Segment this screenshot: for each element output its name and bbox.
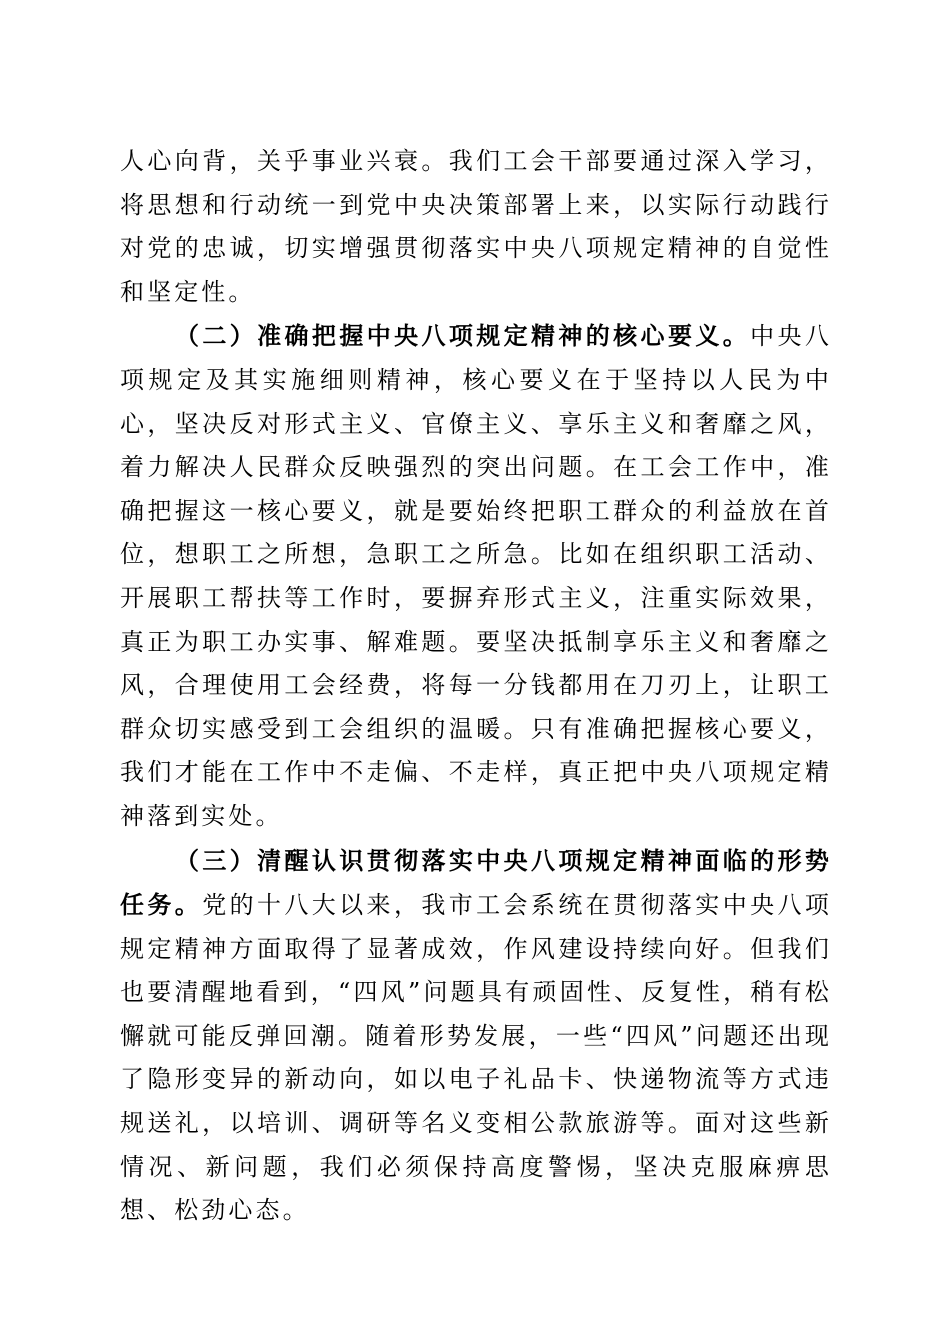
section-heading: （三）清醒认识贯彻落实中央八项规定精神面临的形势任务。	[120, 845, 832, 920]
paragraph-text: 党的十八大以来，我市工会系统在贯彻落实中央八项规定精神方面取得了显著成效，作风建设持续向好。但我们也要清醒地看到，“四风”问题具有顽固性、反复性，稍有松懈就可能反弹回潮。随着形势发展，一些“四风”问题还出现了隐形变异的新动向，如以电子礼品卡、快递物流等方式违规送礼，以培训、调研等名义变相公款旅游等。面对这些新情况、新问题，我们必须保持高度警惕，坚决克服麻痹思想、松劲心态。	[120, 891, 832, 1225]
document-body	[120, 140, 832, 1233]
paragraph-section-three	[120, 839, 832, 1233]
paragraph-section-two	[120, 314, 832, 838]
section-heading: （二）准确把握中央八项规定精神的核心要义。	[175, 321, 751, 351]
paragraph-text: 人心向背，关乎事业兴衰。我们工会干部要通过深入学习，将思想和行动统一到党中央决策部署上来，以实际行动践行对党的忠诚，切实增强贯彻落实中央八项规定精神的自觉性和坚定性。	[120, 147, 832, 306]
paragraph-continuation	[120, 140, 832, 314]
paragraph-text: 中央八项规定及其实施细则精神，核心要义在于坚持以人民为中心，坚决反对形式主义、官僚主义、享乐主义和奢靡之风，着力解决人民群众反映强烈的突出问题。在工会工作中，准确把握这一核心要义，就是要始终把职工群众的利益放在首位，想职工之所想，急职工之所急。比如在组织职工活动、开展职工帮扶等工作时，要摒弃形式主义，注重实际效果，真正为职工办实事、解难题。要坚决抵制享乐主义和奢靡之风，合理使用工会经费，将每一分钱都用在刀刃上，让职工群众切实感受到工会组织的温暖。只有准确把握核心要义，我们才能在工作中不走偏、不走样，真正把中央八项规定精神落到实处。	[120, 322, 832, 830]
